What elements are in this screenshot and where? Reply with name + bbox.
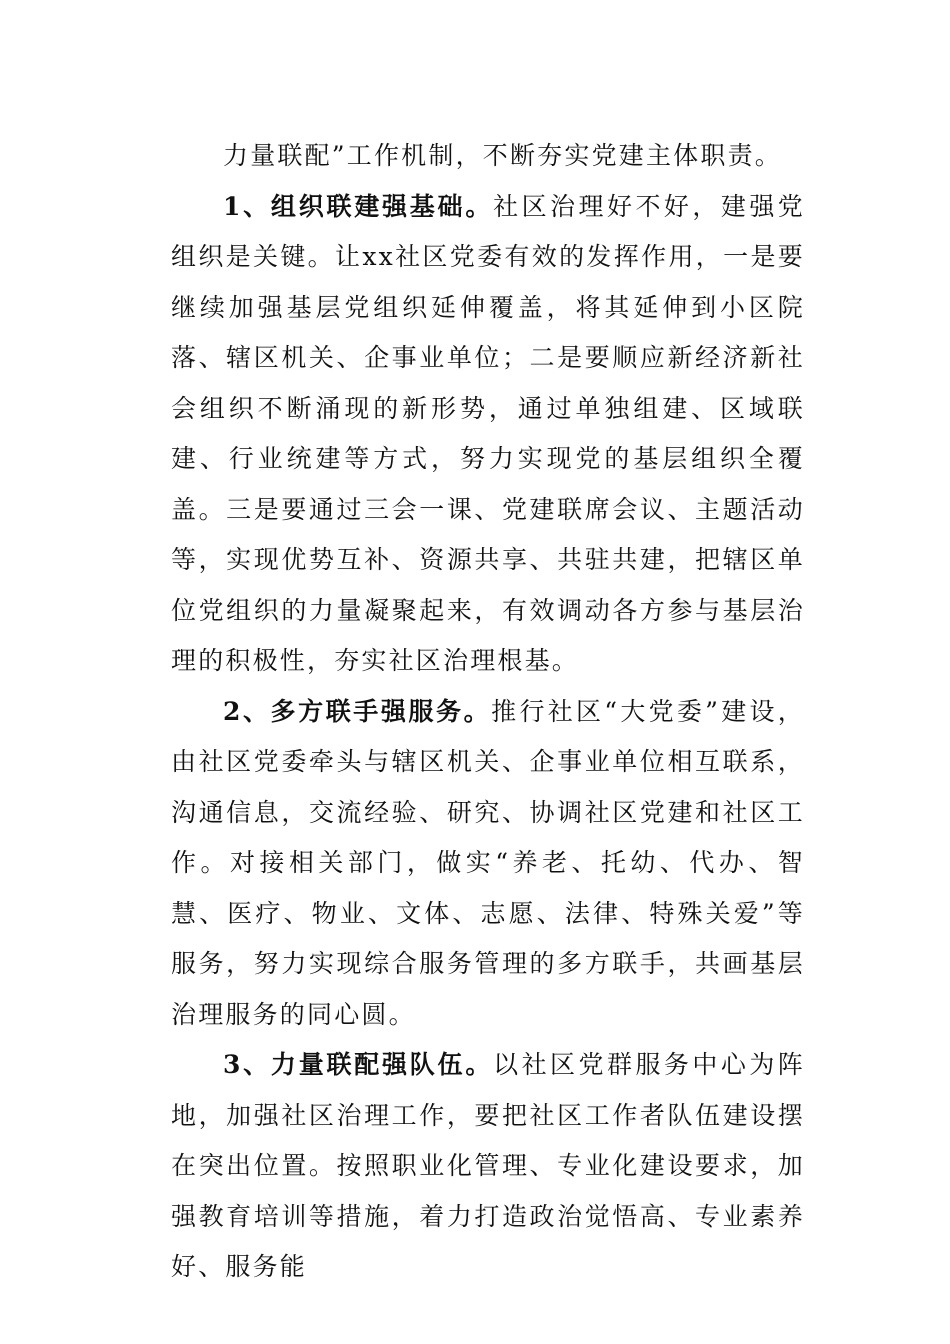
paragraph-heading: 3、力量联配强队伍。 (223, 1050, 494, 1079)
paragraph-text: 以社区党群服务中心为阵地，加强社区治理工作，要把社区工作者队伍建设摆在突出位置。按照职业化管理、专业化建设要求，加强教育培训等措施，着力打造政治觉悟高、专业素养好、服务能 (171, 1050, 805, 1281)
paragraph-continuation (171, 131, 805, 182)
paragraph-text: 推行社区“大党委”建设，由社区党委牵头与辖区机关、企事业单位相互联系，沟通信息，交流经验、研究、协调社区党建和社区工作。对接相关部门，做实“养老、托幼、代办、智慧、医疗、物业、文体、志愿、法律、特殊关爱”等服务，努力实现综合服务管理的多方联手，共画基层治理服务的同心圆。 (171, 696, 805, 1029)
paragraph-team (171, 1040, 805, 1293)
paragraph-organization-building (171, 182, 805, 687)
paragraph-heading: 1、组织联建强基础。 (223, 191, 494, 221)
paragraph-text: 社区治理好不好，建强党组织是关键。让xx社区党委有效的发挥作用，一是要继续加强基层党组织延伸覆盖，将其延伸到小区院落、辖区机关、企事业单位；二是要顺应新经济新社会组织不断涌现的新形势，通过单独组建、区域联建、行业统建等方式，努力实现党的基层组织全覆盖。三是要通过三会一课、党建联席会议、主题活动等，实现优势互补、资源共享、共驻共建，把辖区单位党组织的力量凝聚起来，有效调动各方参与基层治理的积极性，夯实社区治理根基。 (171, 191, 805, 675)
paragraph-heading: 2、多方联手强服务。 (223, 696, 492, 726)
document-body (171, 131, 805, 1293)
paragraph-service (171, 687, 805, 1041)
paragraph-text: 力量联配”工作机制，不断夯实党建主体职责。 (223, 141, 782, 170)
